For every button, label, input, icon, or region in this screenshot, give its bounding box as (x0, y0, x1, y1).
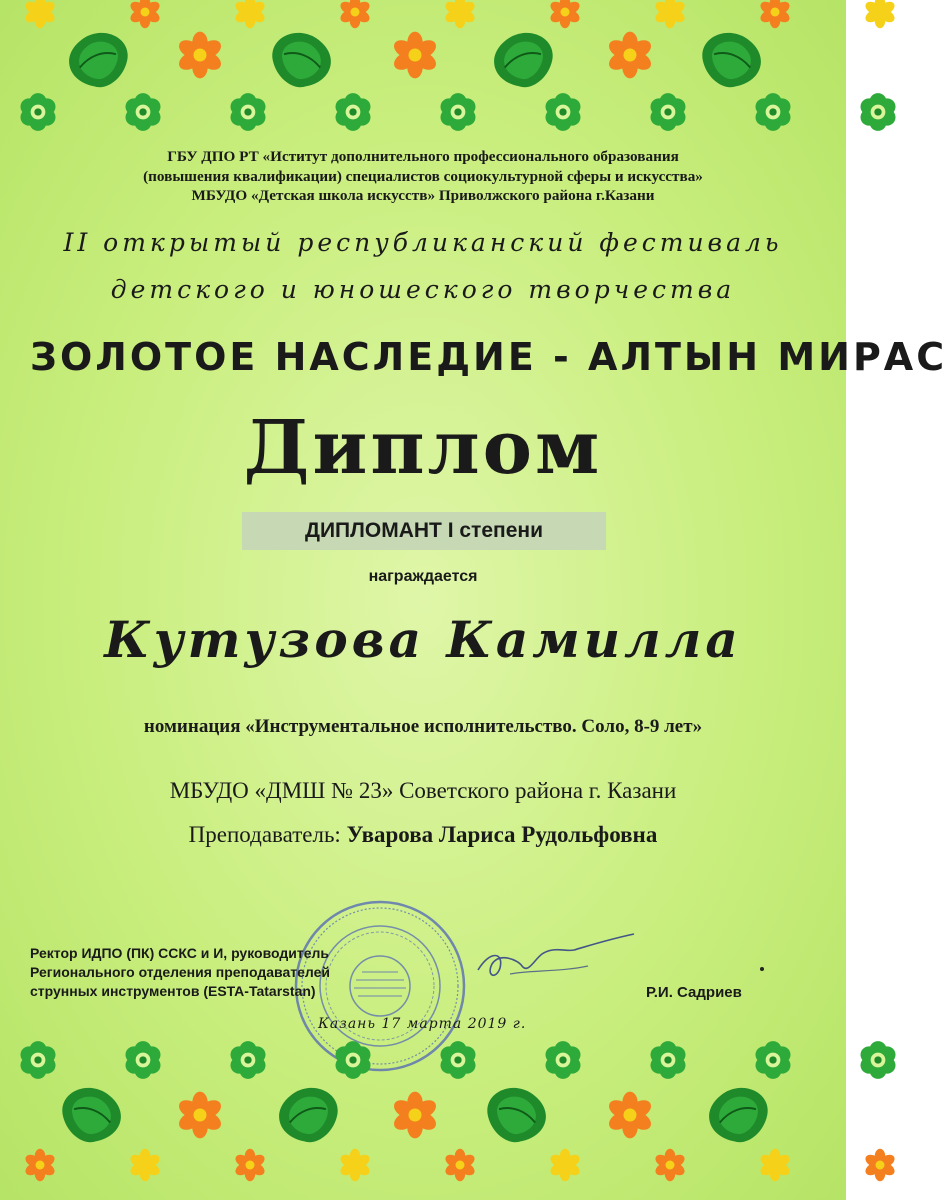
organization-header (90, 147, 756, 206)
flower-icon (176, 1092, 224, 1139)
flower-icon (863, 1149, 896, 1181)
flower-icon (758, 0, 791, 28)
organization-line-3: МБУДО «Детская школа искусств» Приволжского района г.Казани (191, 187, 655, 204)
flower-icon (176, 32, 224, 79)
flower-icon (863, 0, 896, 28)
flower-icon (548, 1149, 581, 1181)
flower-icon (857, 93, 898, 131)
paisley-leaf-icon (702, 33, 761, 87)
flower-icon (332, 1041, 373, 1079)
flower-icon (122, 93, 163, 131)
flower-icon (857, 1041, 898, 1079)
festival-name: ЗОЛОТОЕ НАСЛЕДИЕ - АЛТЫН МИРАС (30, 335, 947, 379)
ink-dot (760, 967, 764, 971)
paisley-leaf-icon (709, 1088, 768, 1142)
flower-icon (338, 0, 371, 28)
flower-icon (758, 1149, 791, 1181)
flower-icon (647, 93, 688, 131)
paisley-leaf-icon (272, 33, 331, 87)
flower-icon (437, 1041, 478, 1079)
nomination: номинация «Инструментальное исполнительство. Соло, 8-9 лет» (143, 716, 703, 737)
flower-icon (443, 1149, 476, 1181)
paisley-leaf-icon (487, 1088, 546, 1142)
flower-icon (391, 1092, 439, 1139)
flower-icon (233, 1149, 266, 1181)
signer-name: Р.И. Садриев (646, 984, 742, 1001)
flower-icon (23, 1149, 56, 1181)
rector-title (30, 944, 430, 1001)
diploma-degree: ДИПЛОМАНТ I степени (242, 512, 606, 550)
flower-icon (647, 1041, 688, 1079)
teacher-name: Уварова Лариса Рудольфовна (346, 822, 658, 847)
rector-line-1: Ректор ИДПО (ПК) ССКС и И, руководитель (30, 945, 330, 961)
flower-icon (338, 1149, 371, 1181)
school-name: МБУДО «ДМШ № 23» Советского района г. Казани (169, 778, 677, 803)
paisley-leaf-icon (62, 1088, 121, 1142)
rector-line-3: струнных инструментов (ESTA-Tatarstan) (30, 983, 316, 999)
flower-icon (233, 0, 266, 28)
teacher-line (0, 822, 846, 848)
diploma-title: Диплом (243, 405, 603, 491)
flower-icon (606, 32, 654, 79)
teacher-label: Преподаватель: (188, 822, 341, 847)
flower-icon (17, 93, 58, 131)
top-ornament-border (0, 0, 846, 140)
festival-title-line-1: II открытый республиканский фестиваль (63, 228, 783, 257)
festival-title-line-2: детского и юношеского творчества (110, 275, 736, 304)
flower-icon (128, 1149, 161, 1181)
rector-line-2: Регионального отделения преподавателей (30, 964, 331, 980)
flower-icon (542, 1041, 583, 1079)
flower-icon (332, 93, 373, 131)
organization-line-2: (повышения квалификации) специалистов социокультурной сферы и искусства» (143, 167, 703, 185)
flower-icon (128, 0, 161, 28)
flower-icon (752, 93, 793, 131)
flower-icon (752, 1041, 793, 1079)
flower-icon (122, 1041, 163, 1079)
flower-icon (606, 1092, 654, 1139)
paisley-leaf-icon (69, 33, 128, 87)
handwritten-signature (470, 930, 640, 990)
flower-icon (653, 0, 686, 28)
flower-icon (443, 0, 476, 28)
organization-line-1: ГБУ ДПО РТ «Иститут дополнительного профессионального образования (167, 148, 679, 165)
awarded-label: награждается (368, 568, 478, 585)
flower-icon (23, 0, 56, 28)
paisley-leaf-icon (494, 33, 553, 87)
flower-icon (653, 1149, 686, 1181)
bottom-ornament-border (0, 1035, 846, 1200)
flower-icon (17, 1041, 58, 1079)
flower-icon (227, 93, 268, 131)
recipient-name: Кутузова Камилла (104, 610, 742, 669)
paisley-leaf-icon (279, 1088, 338, 1142)
flower-icon (542, 93, 583, 131)
issue-date: Казань 17 марта 2019 г. (318, 1016, 527, 1032)
flower-icon (437, 93, 478, 131)
flower-icon (227, 1041, 268, 1079)
flower-icon (391, 32, 439, 79)
flower-icon (548, 0, 581, 28)
